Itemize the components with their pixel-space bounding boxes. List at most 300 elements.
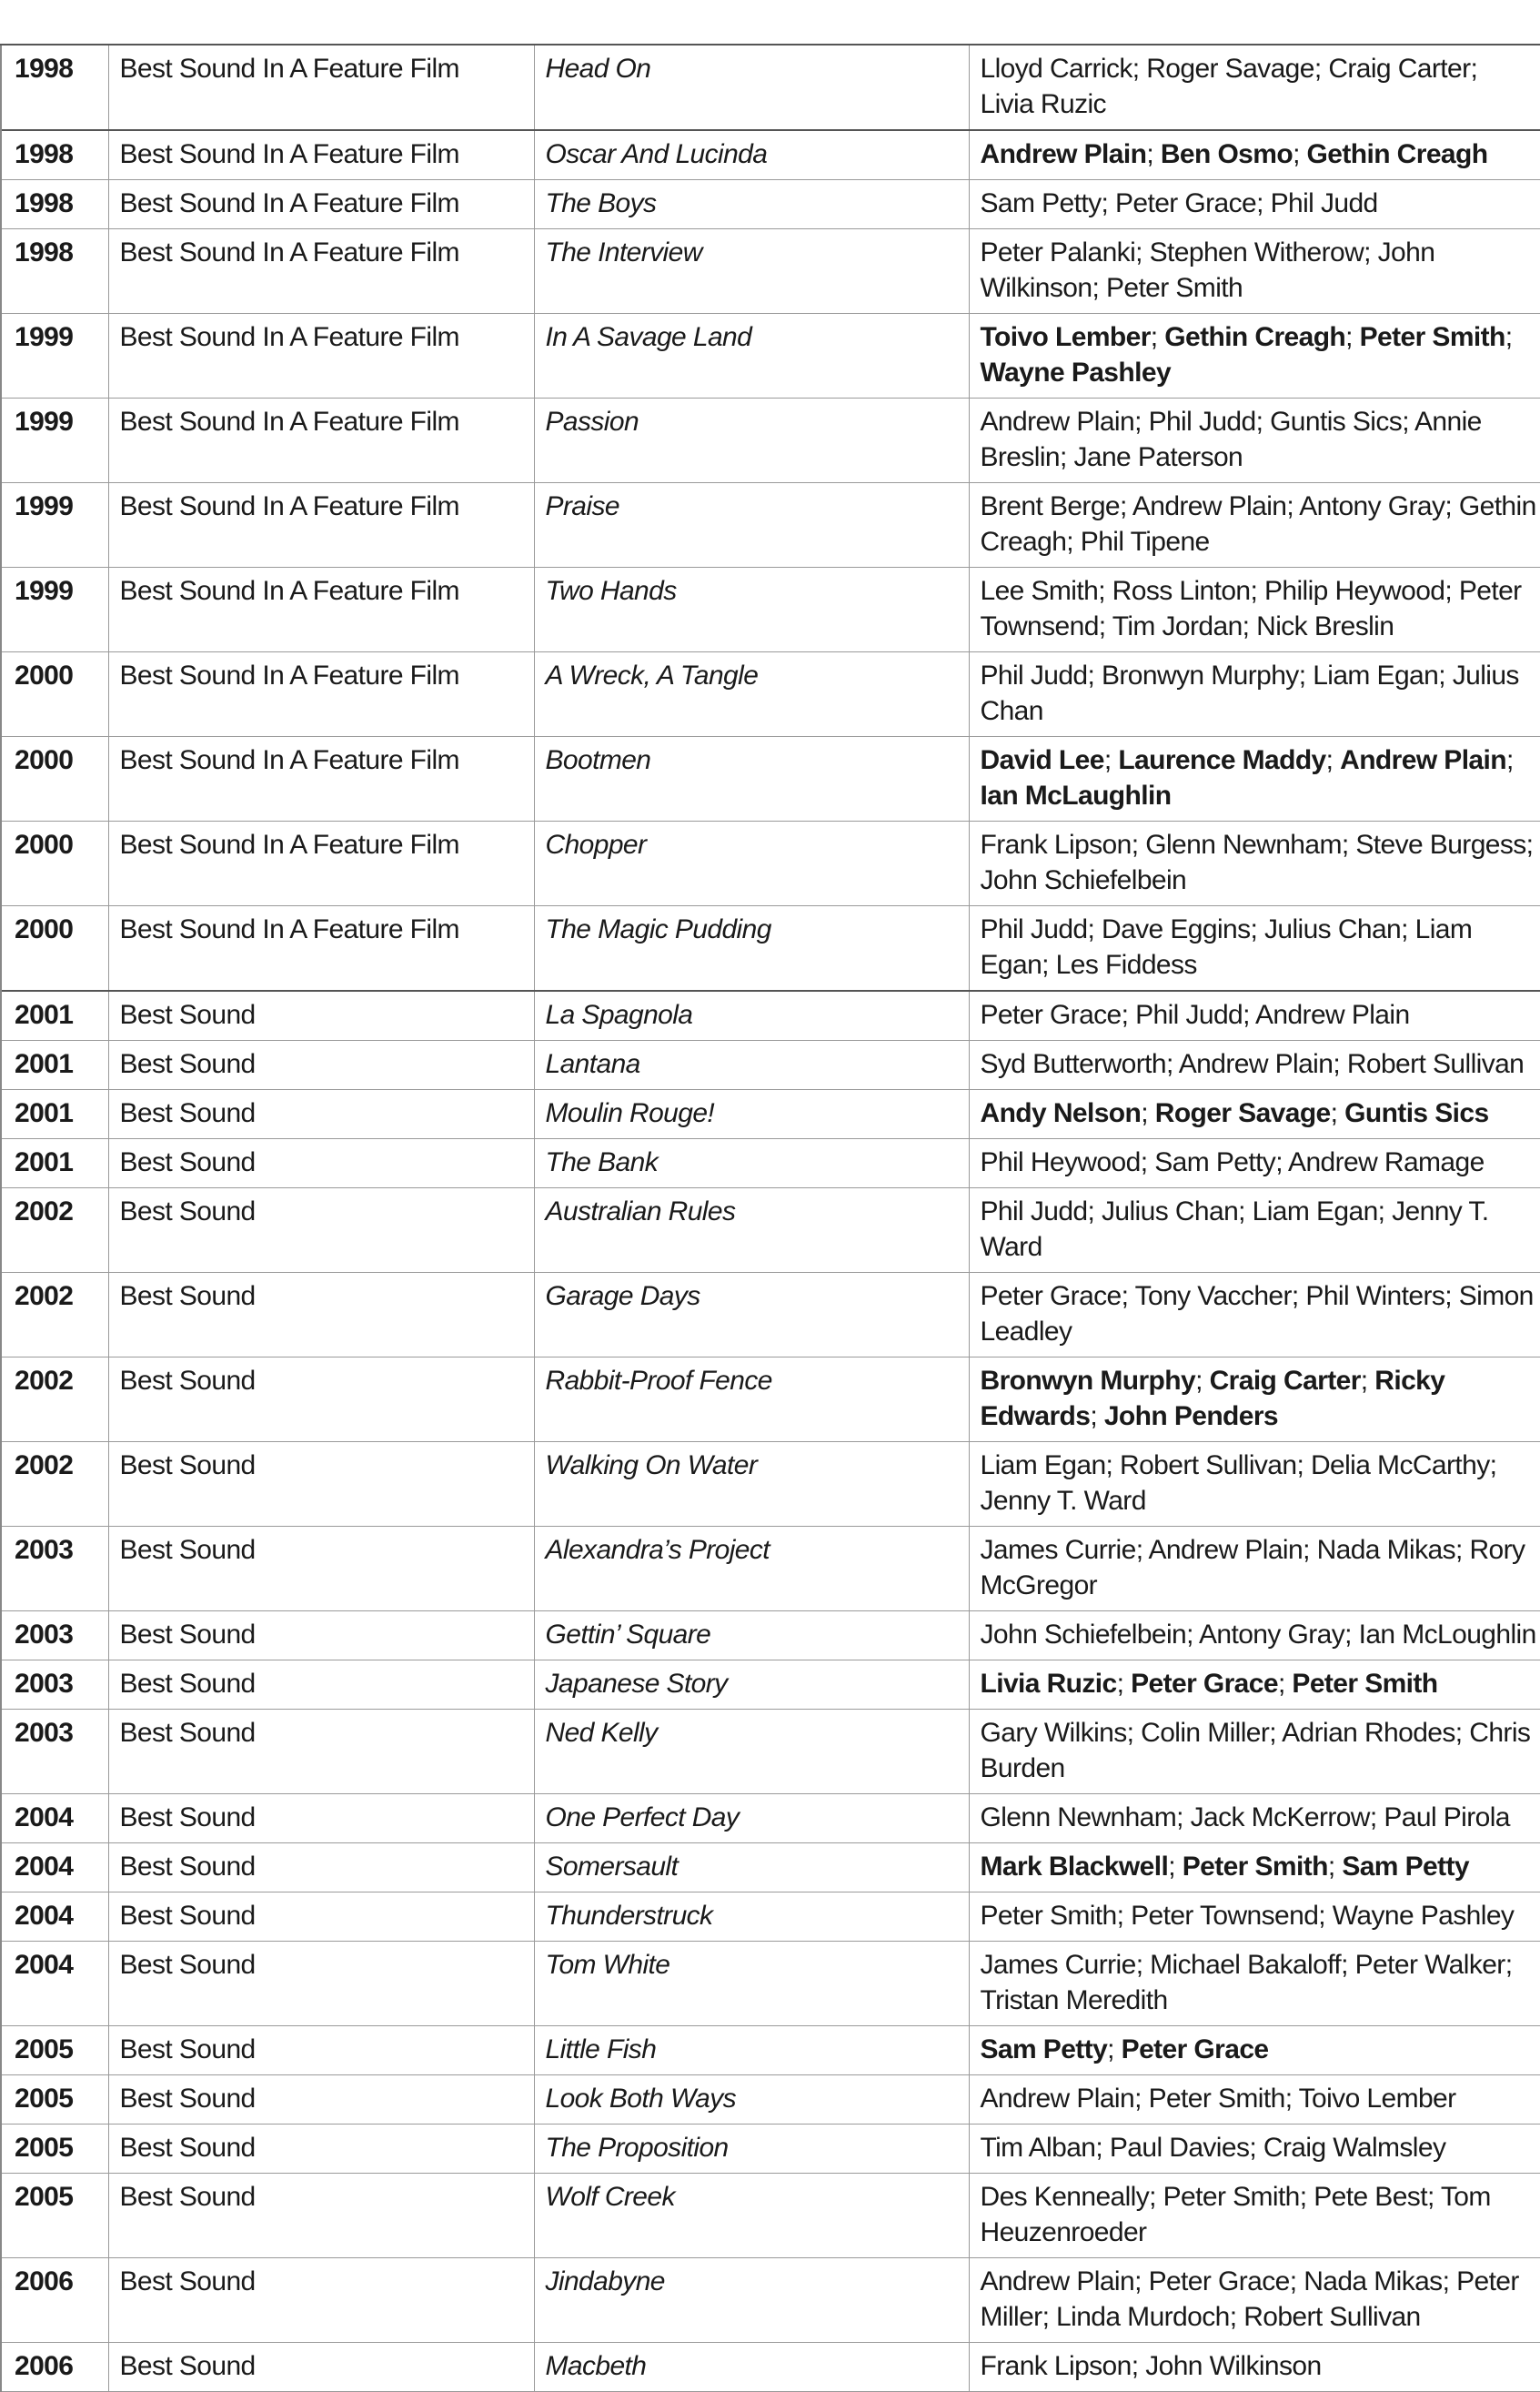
nominee-name: Paul Davies — [1109, 2133, 1250, 2163]
table-row — [1, 399, 1540, 483]
nominee-name: Jenny T. Ward — [980, 1196, 1489, 1262]
table-row — [1, 1794, 1540, 1843]
nominees-cell — [969, 1942, 1540, 2026]
year-cell: 2003 — [1, 1660, 108, 1710]
name-separator: ; — [1168, 1852, 1183, 1882]
year-cell: 2000 — [1, 906, 108, 992]
name-separator: ; — [1401, 914, 1415, 944]
nominee-name: Livia Ruzic — [980, 1669, 1117, 1699]
nominee-name: Peter Smith — [1359, 322, 1505, 352]
nominee-name: Paul Pirola — [1384, 1802, 1510, 1832]
nominee-name: Andrew Plain — [1148, 1535, 1303, 1565]
name-separator: ; — [1141, 1098, 1155, 1128]
name-separator: ; — [1060, 442, 1074, 472]
name-separator: ; — [1121, 1000, 1136, 1030]
year-cell: 2004 — [1, 1892, 108, 1942]
nominees-cell — [969, 991, 1540, 1041]
category-cell: Best Sound — [108, 1794, 534, 1843]
nominee-name: Bronwyn Murphy — [1102, 661, 1299, 691]
name-separator: ; — [1250, 914, 1264, 944]
nominee-name: Steve Burgess — [1355, 830, 1526, 860]
nominees-cell — [969, 1660, 1540, 1710]
nominee-name: Ross Linton — [1112, 576, 1251, 606]
nominee-name: Nada Mikas — [1316, 1535, 1455, 1565]
table-row — [1, 2343, 1540, 2392]
nominees-cell — [969, 130, 1540, 180]
name-separator: ; — [1341, 1950, 1355, 1980]
nominee-name: Bronwyn Murphy — [980, 1366, 1196, 1396]
name-separator: ; — [1250, 576, 1264, 606]
nominee-name: Glenn Newnham — [980, 1802, 1177, 1832]
name-separator: ; — [1344, 1620, 1359, 1650]
name-separator: ; — [1116, 1901, 1132, 1931]
nominee-name: Tim Jordan — [1112, 611, 1243, 641]
nominee-name: James Currie — [980, 1535, 1136, 1565]
nominees-cell — [969, 2026, 1540, 2075]
film-cell: Rabbit-Proof Fence — [534, 1357, 969, 1442]
film-cell: Bootmen — [534, 737, 969, 822]
nominee-name: Mark Blackwell — [980, 1852, 1169, 1882]
film-cell: The Proposition — [534, 2125, 969, 2174]
nominee-name: Rory McGregor — [980, 1535, 1525, 1600]
category-cell: Best Sound In A Feature Film — [108, 483, 534, 568]
name-separator: ; — [1066, 527, 1081, 557]
nominees-cell — [969, 399, 1540, 483]
nominee-name: David Lee — [980, 745, 1104, 775]
name-separator: ; — [1132, 54, 1147, 84]
nominee-name: Peter Smith — [980, 1901, 1117, 1931]
name-separator: ; — [1454, 1535, 1470, 1565]
film-cell: Little Fish — [534, 2026, 969, 2075]
nominee-name: Stephen Witherow — [1149, 237, 1364, 267]
name-separator: ; — [1341, 830, 1356, 860]
name-separator: ; — [1303, 1535, 1317, 1565]
film-cell: Alexandra’s Project — [534, 1527, 969, 1611]
nominees-cell — [969, 2075, 1540, 2125]
name-separator: ; — [1087, 1196, 1102, 1226]
nominees-cell — [969, 1188, 1540, 1273]
nominee-name: Peter Walker — [1354, 1950, 1505, 1980]
name-separator: ; — [1470, 54, 1478, 84]
nominee-name: Tim Alban — [980, 2133, 1096, 2163]
nominee-name: Phil Judd — [980, 661, 1088, 691]
nominees-cell — [969, 1090, 1540, 1139]
nominee-name: Lee Smith — [980, 576, 1099, 606]
nominee-name: Phil Judd — [980, 914, 1088, 944]
nominee-name: Frank Lipson — [980, 830, 1132, 860]
table-row — [1, 1442, 1540, 1527]
film-cell: Thunderstruck — [534, 1892, 969, 1942]
film-cell: Australian Rules — [534, 1188, 969, 1273]
category-cell: Best Sound — [108, 1611, 534, 1660]
nominees-cell — [969, 652, 1540, 737]
nominee-name: Tristan Meredith — [980, 1985, 1168, 2015]
nominee-name: Livia Ruzic — [980, 89, 1106, 119]
nominee-name: Andrew Plain — [980, 2266, 1135, 2296]
nominees-cell — [969, 45, 1540, 130]
nominee-name: Pete Best — [1314, 2182, 1427, 2212]
nominee-name: Adrian Rhodes — [1282, 1718, 1455, 1748]
name-separator: ; — [1146, 139, 1161, 169]
name-separator: ; — [1090, 1401, 1104, 1431]
table-row — [1, 45, 1540, 130]
year-cell: 1998 — [1, 45, 108, 130]
name-separator: ; — [1454, 1718, 1470, 1748]
film-cell: Japanese Story — [534, 1660, 969, 1710]
year-cell: 2005 — [1, 2174, 108, 2258]
nominee-name: Peter Smith — [1182, 1852, 1328, 1882]
nominee-name: Andrew Plain — [980, 407, 1135, 437]
name-separator: ; — [1489, 1450, 1497, 1480]
name-separator: ; — [1150, 322, 1165, 352]
nominees-cell — [969, 822, 1540, 906]
nominee-name: John Penders — [1103, 1401, 1279, 1431]
film-cell: Oscar And Lucinda — [534, 130, 969, 180]
nominee-name: Peter Smith — [1163, 2182, 1300, 2212]
category-cell: Best Sound In A Feature Film — [108, 229, 534, 314]
nominee-name: Gethin Creagh — [1306, 139, 1488, 169]
name-separator: ; — [1249, 2133, 1263, 2163]
nominee-name: Peter Townsend — [1131, 1901, 1319, 1931]
name-separator: ; — [1289, 2266, 1304, 2296]
table-row — [1, 2258, 1540, 2343]
nominee-name: Syd Butterworth — [980, 1049, 1166, 1079]
nominees-cell — [969, 737, 1540, 822]
category-cell: Best Sound — [108, 2258, 534, 2343]
nominees-cell — [969, 1794, 1540, 1843]
nominee-name: Andy Nelson — [980, 1098, 1142, 1128]
name-separator: ; — [1377, 1196, 1393, 1226]
name-separator: ; — [1103, 745, 1119, 775]
nominee-name: Nada Mikas — [1303, 2266, 1443, 2296]
nominee-name: Sam Petty — [1342, 1852, 1469, 1882]
name-separator: ; — [1255, 407, 1271, 437]
nominee-name: Simon Leadley — [980, 1281, 1534, 1347]
film-cell: The Interview — [534, 229, 969, 314]
name-separator: ; — [1165, 1049, 1179, 1079]
film-cell: One Perfect Day — [534, 1794, 969, 1843]
nominee-name: John Wilkinson — [980, 237, 1435, 303]
nominee-name: Roger Savage — [1154, 1098, 1331, 1128]
nominees-cell — [969, 1527, 1540, 1611]
table-row — [1, 1611, 1540, 1660]
nominees-cell — [969, 1139, 1540, 1188]
year-cell: 2001 — [1, 1041, 108, 1090]
nominee-name: Linda Murdoch — [1056, 2302, 1230, 2332]
table-row — [1, 1188, 1540, 1273]
film-cell: Wolf Creek — [534, 2174, 969, 2258]
year-cell: 2004 — [1, 1794, 108, 1843]
nominee-name: Liam Egan — [1313, 661, 1439, 691]
table-row — [1, 1357, 1540, 1442]
film-cell: Lantana — [534, 1041, 969, 1090]
category-cell: Best Sound — [108, 2343, 534, 2392]
category-cell: Best Sound In A Feature Film — [108, 180, 534, 229]
name-separator: ; — [1107, 2034, 1122, 2064]
nominees-cell — [969, 180, 1540, 229]
name-separator: ; — [1087, 914, 1102, 944]
name-separator: ; — [1291, 1281, 1306, 1311]
film-cell: Somersault — [534, 1843, 969, 1892]
nominee-name: Peter Townsend — [980, 576, 1522, 641]
name-separator: ; — [1286, 491, 1300, 521]
film-cell: Moulin Rouge! — [534, 1090, 969, 1139]
name-separator: ; — [1135, 1535, 1149, 1565]
category-cell: Best Sound In A Feature Film — [108, 906, 534, 992]
film-cell: A Wreck, A Tangle — [534, 652, 969, 737]
name-separator: ; — [1318, 1901, 1333, 1931]
category-cell: Best Sound In A Feature Film — [108, 314, 534, 399]
nominee-name: Peter Grace — [1121, 2034, 1269, 2064]
film-cell: Praise — [534, 483, 969, 568]
name-separator: ; — [1505, 1950, 1513, 1980]
table-row — [1, 1660, 1540, 1710]
name-separator: ; — [1314, 54, 1329, 84]
category-cell: Best Sound — [108, 1942, 534, 2026]
name-separator: ; — [1256, 188, 1271, 218]
nominee-name: Peter Grace — [980, 1000, 1122, 1030]
name-separator: ; — [1149, 2182, 1163, 2212]
nominee-name: Andrew Plain — [1178, 1049, 1334, 1079]
name-separator: ; — [1284, 2084, 1299, 2114]
table-row — [1, 906, 1540, 992]
nominees-cell — [969, 2258, 1540, 2343]
nominee-name: Lloyd Carrick — [980, 54, 1132, 84]
film-cell: Tom White — [534, 1942, 969, 2026]
nominee-name: Andrew Plain — [980, 139, 1147, 169]
nominee-name: Jane Paterson — [1073, 442, 1243, 472]
name-separator: ; — [1176, 1802, 1191, 1832]
nominee-name: Julius Chan — [980, 661, 1519, 726]
year-cell: 1999 — [1, 314, 108, 399]
year-cell: 2000 — [1, 652, 108, 737]
category-cell: Best Sound — [108, 1357, 534, 1442]
nominees-cell — [969, 1442, 1540, 1527]
year-cell: 1999 — [1, 568, 108, 652]
nominee-name: Andrew Ramage — [1288, 1147, 1485, 1177]
year-cell: 1998 — [1, 130, 108, 180]
year-cell: 2003 — [1, 1611, 108, 1660]
nominee-name: Peter Smith — [1105, 273, 1243, 303]
name-separator: ; — [1243, 1000, 1255, 1030]
table-row — [1, 1041, 1540, 1090]
film-cell: La Spagnola — [534, 991, 969, 1041]
year-cell: 2002 — [1, 1273, 108, 1357]
nominee-name: John Wilkinson — [1145, 2351, 1322, 2381]
nominee-name: Brent Berge — [980, 491, 1120, 521]
table-row — [1, 1892, 1540, 1942]
name-separator: ; — [1098, 611, 1112, 641]
name-separator: ; — [1126, 1718, 1142, 1748]
nominee-name: Liam Egan — [980, 1450, 1106, 1480]
category-cell: Best Sound — [108, 1442, 534, 1527]
nominee-name: John Schiefelbein — [980, 1620, 1187, 1650]
name-separator: ; — [1364, 237, 1378, 267]
year-cell: 1999 — [1, 399, 108, 483]
year-cell: 2001 — [1, 1139, 108, 1188]
nominee-name: Peter Grace — [980, 1281, 1122, 1311]
table-row — [1, 2174, 1540, 2258]
name-separator: ; — [1293, 139, 1307, 169]
name-separator: ; — [1135, 237, 1150, 267]
name-separator: ; — [1444, 491, 1459, 521]
name-separator: ; — [1134, 2084, 1149, 2114]
category-cell: Best Sound In A Feature Film — [108, 45, 534, 130]
name-separator: ; — [1131, 2351, 1146, 2381]
name-separator: ; — [1333, 1049, 1347, 1079]
nominee-name: Gethin Creagh — [1164, 322, 1346, 352]
name-separator: ; — [1444, 576, 1459, 606]
nominee-name: Andrew Plain — [1132, 491, 1287, 521]
film-cell: Macbeth — [534, 2343, 969, 2392]
category-cell: Best Sound — [108, 2026, 534, 2075]
nominee-name: Glenn Newnham — [1145, 830, 1342, 860]
name-separator: ; — [1525, 830, 1534, 860]
nominee-name: Julius Chan — [1102, 1196, 1239, 1226]
nominee-name: Jack McKerrow — [1190, 1802, 1370, 1832]
year-cell: 2001 — [1, 991, 108, 1041]
nominees-cell — [969, 906, 1540, 992]
film-cell: Passion — [534, 399, 969, 483]
category-cell: Best Sound — [108, 1090, 534, 1139]
nominees-cell — [969, 1611, 1540, 1660]
nominee-name: Antony Gray — [1299, 491, 1445, 521]
table-row — [1, 2075, 1540, 2125]
category-cell: Best Sound — [108, 2125, 534, 2174]
film-cell: The Bank — [534, 1139, 969, 1188]
nominees-cell — [969, 483, 1540, 568]
nominee-name: Robert Sullivan — [1243, 2302, 1421, 2332]
name-separator: ; — [1098, 576, 1112, 606]
film-cell: Gettin’ Square — [534, 1611, 969, 1660]
table-row — [1, 1090, 1540, 1139]
nominee-name: Guntis Sics — [1344, 1098, 1489, 1128]
nominees-cell — [969, 2174, 1540, 2258]
name-separator: ; — [1298, 661, 1314, 691]
year-cell: 2002 — [1, 1357, 108, 1442]
nominee-name: Philip Heywood — [1263, 576, 1445, 606]
name-separator: ; — [1105, 1450, 1121, 1480]
table-row — [1, 822, 1540, 906]
nominee-name: Phil Tipene — [1080, 527, 1210, 557]
nominee-name: Liam Egan — [980, 914, 1473, 980]
year-cell: 1999 — [1, 483, 108, 568]
nominee-name: Sam Petty — [980, 188, 1102, 218]
nominee-name: Roger Savage — [1146, 54, 1314, 84]
table-row — [1, 314, 1540, 399]
name-separator: ; — [1277, 1669, 1293, 1699]
name-separator: ; — [1101, 188, 1115, 218]
year-cell: 2001 — [1, 1090, 108, 1139]
nominee-name: Tony Vaccher — [1134, 1281, 1292, 1311]
nominee-name: Annie Breslin — [980, 407, 1482, 472]
film-cell: Look Both Ways — [534, 2075, 969, 2125]
nominee-name: Peter Miller — [980, 2266, 1519, 2332]
year-cell: 1998 — [1, 180, 108, 229]
nominees-cell — [969, 1843, 1540, 1892]
nominee-name: Ben Osmo — [1160, 139, 1293, 169]
year-cell: 2004 — [1, 1942, 108, 2026]
nominees-cell — [969, 2125, 1540, 2174]
category-cell: Best Sound — [108, 1273, 534, 1357]
nominee-name: Colin Miller — [1141, 1718, 1270, 1748]
table-row — [1, 1843, 1540, 1892]
nominee-name: Nick Breslin — [1256, 611, 1394, 641]
nominee-name: Peter Grace — [1114, 188, 1257, 218]
name-separator: ; — [1325, 745, 1341, 775]
nominee-name: Andrew Plain — [1340, 745, 1506, 775]
nominee-name: Peter Smith — [1292, 1669, 1438, 1699]
name-separator: ; — [1369, 1802, 1384, 1832]
nominee-name: Delia McCarthy — [1310, 1450, 1490, 1480]
nominee-name: Laurence Maddy — [1118, 745, 1326, 775]
film-cell: Chopper — [534, 822, 969, 906]
name-separator: ; — [1242, 611, 1257, 641]
nominee-name: Phil Winters — [1305, 1281, 1445, 1311]
year-cell: 2003 — [1, 1527, 108, 1611]
year-cell: 2005 — [1, 2125, 108, 2174]
name-separator: ; — [1330, 1098, 1345, 1128]
category-cell: Best Sound In A Feature Film — [108, 652, 534, 737]
category-cell: Best Sound — [108, 1139, 534, 1188]
year-cell: 1998 — [1, 229, 108, 314]
name-separator: ; — [1131, 830, 1146, 860]
name-separator: ; — [1042, 950, 1056, 980]
table-row — [1, 2125, 1540, 2174]
year-cell: 2005 — [1, 2075, 108, 2125]
category-cell: Best Sound — [108, 991, 534, 1041]
name-separator: ; — [1299, 2182, 1314, 2212]
year-cell: 2006 — [1, 2258, 108, 2343]
category-cell: Best Sound — [108, 1843, 534, 1892]
category-cell: Best Sound — [108, 1710, 534, 1794]
name-separator: ; — [1444, 1281, 1459, 1311]
name-separator: ; — [1238, 1196, 1253, 1226]
name-separator: ; — [1087, 661, 1102, 691]
nominee-name: Jenny T. Ward — [980, 1486, 1146, 1516]
nominee-name: Toivo Lember — [980, 322, 1151, 352]
table-row — [1, 1942, 1540, 2026]
film-cell: Two Hands — [534, 568, 969, 652]
name-separator: ; — [1345, 322, 1360, 352]
nominees-cell — [969, 1357, 1540, 1442]
year-cell: 2006 — [1, 2343, 108, 2392]
nominee-name: Gary Wilkins — [980, 1718, 1127, 1748]
nominee-name: Phil Judd — [1270, 188, 1378, 218]
category-cell: Best Sound — [108, 2075, 534, 2125]
film-cell: Head On — [534, 45, 969, 130]
year-cell: 2004 — [1, 1843, 108, 1892]
name-separator: ; — [1116, 1669, 1132, 1699]
nominee-name: Robert Sullivan — [1120, 1450, 1297, 1480]
nominee-name: Antony Gray — [1198, 1620, 1345, 1650]
name-separator: ; — [1229, 2302, 1244, 2332]
nominee-name: Wayne Pashley — [1332, 1901, 1515, 1931]
film-cell: The Magic Pudding — [534, 906, 969, 992]
table-row — [1, 2026, 1540, 2075]
nominee-name: Des Kenneally — [980, 2182, 1150, 2212]
nominee-name: Michael Bakaloff — [1150, 1950, 1342, 1980]
name-separator: ; — [1505, 322, 1513, 352]
name-separator: ; — [1195, 1366, 1210, 1396]
name-separator: ; — [1505, 745, 1514, 775]
name-separator: ; — [1095, 2133, 1110, 2163]
table-row — [1, 483, 1540, 568]
nominee-name: Phil Judd — [1135, 1000, 1243, 1030]
year-cell: 2002 — [1, 1442, 108, 1527]
nominee-name: Sam Petty — [980, 2034, 1108, 2064]
table-row — [1, 180, 1540, 229]
